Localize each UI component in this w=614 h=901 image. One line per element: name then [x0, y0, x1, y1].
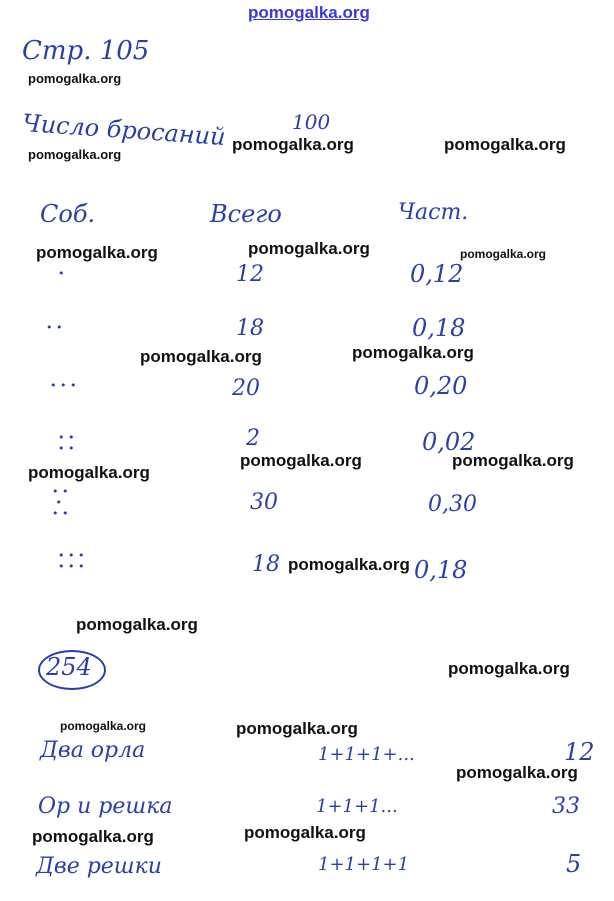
outcome-1-label: Два орла — [40, 738, 146, 763]
header-event: Соб. — [40, 200, 96, 228]
outcome-1-tally: 1+1+1+... — [318, 744, 415, 765]
header-total: Всего — [210, 200, 282, 228]
outcome-3-label: Две решки — [36, 854, 162, 879]
watermark: pomogalka.org — [28, 463, 150, 482]
row-6-frequency: 0,18 — [414, 556, 468, 584]
watermark: pomogalka.org — [456, 763, 578, 782]
dice-face-6: • • • • • • — [58, 549, 85, 573]
watermark: pomogalka.org — [32, 827, 154, 846]
row-5-frequency: 0,30 — [428, 492, 477, 517]
row-1-total: 12 — [236, 262, 264, 287]
row-3-total: 20 — [232, 376, 260, 401]
watermark: pomogalka.org — [60, 719, 147, 733]
dice-face-3: • • • — [50, 379, 77, 392]
row-2-total: 18 — [236, 316, 264, 341]
watermark: pomogalka.org — [240, 451, 362, 470]
watermark: pomogalka.org — [248, 239, 370, 258]
watermark: pomogalka.org — [28, 71, 122, 86]
watermark: pomogalka.org — [244, 823, 366, 842]
header-frequency: Част. — [398, 200, 469, 225]
watermark: pomogalka.org — [36, 243, 158, 262]
outcome-2-count: 33 — [552, 794, 580, 819]
dice-face-5: • • • • • — [52, 485, 69, 520]
throws-label: Число бросаний — [21, 108, 227, 152]
dice-face-1: • — [58, 267, 65, 280]
watermark: pomogalka.org — [140, 347, 262, 366]
watermark: pomogalka.org — [452, 451, 574, 470]
outcome-2-tally: 1+1+1... — [316, 796, 398, 817]
row-2-frequency: 0,18 — [412, 314, 466, 342]
watermark: pomogalka.org — [444, 135, 566, 154]
row-3-frequency: 0,20 — [414, 372, 468, 400]
watermark: pomogalka.org — [448, 659, 570, 678]
outcome-3-tally: 1+1+1+1 — [318, 854, 410, 875]
row-4-total: 2 — [246, 426, 260, 451]
outcome-2-label: Ор и решка — [38, 794, 173, 819]
watermark: pomogalka.org — [352, 343, 474, 362]
dice-face-2: • • — [46, 321, 63, 334]
outcome-1-count: 12 — [564, 738, 595, 766]
page-reference: Стр. 105 — [22, 36, 150, 66]
watermark: pomogalka.org — [236, 719, 358, 738]
row-4-frequency: 0,02 — [422, 428, 476, 456]
watermark: pomogalka.org — [232, 135, 354, 154]
watermark: pomogalka.org — [76, 615, 198, 634]
outcome-3-count: 5 — [566, 850, 582, 878]
dice-face-4: • • • • — [58, 431, 75, 455]
row-6-total: 18 — [252, 552, 280, 577]
exercise-number: 254 — [46, 653, 92, 681]
watermark: pomogalka.org — [28, 147, 122, 162]
watermark: pomogalka.org — [460, 247, 547, 261]
watermark: pomogalka.org — [288, 555, 410, 574]
row-5-total: 30 — [250, 490, 278, 515]
watermark-top: pomogalka.org — [248, 3, 370, 22]
throws-value: 100 — [292, 110, 331, 134]
row-1-frequency: 0,12 — [410, 260, 464, 288]
